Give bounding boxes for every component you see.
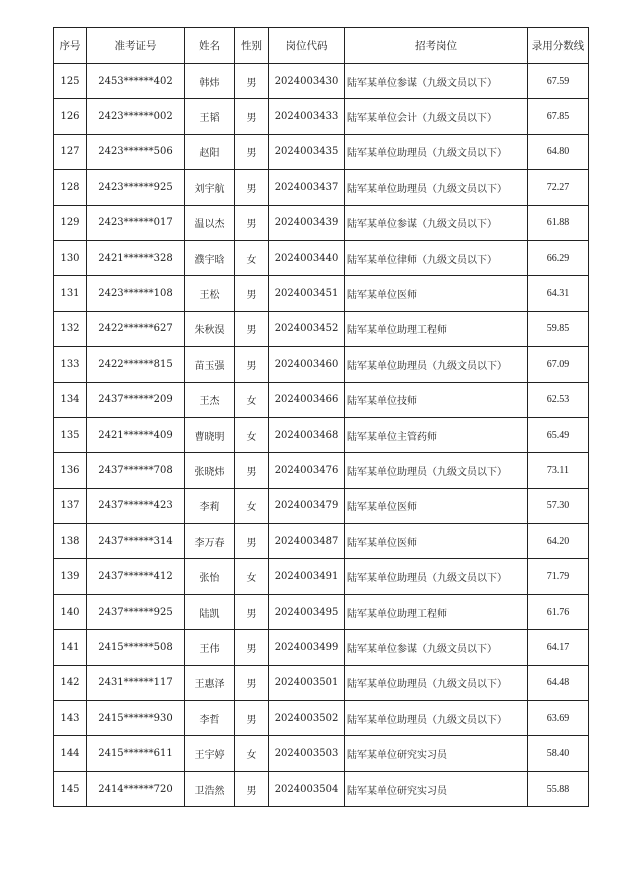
cell-exam-id: 2421******328 <box>87 240 185 275</box>
cell-position: 陆军某单位会计（九级文员以下） <box>345 99 528 134</box>
cell-name: 王惠泽 <box>185 665 235 700</box>
cell-name: 王杰 <box>185 382 235 417</box>
cell-score: 63.69 <box>528 701 589 736</box>
cell-score: 72.27 <box>528 170 589 205</box>
cell-name: 王松 <box>185 276 235 311</box>
cell-exam-id: 2415******930 <box>87 701 185 736</box>
cell-score: 64.31 <box>528 276 589 311</box>
cell-index: 136 <box>54 453 87 488</box>
cell-gender: 男 <box>235 630 269 665</box>
cell-gender: 女 <box>235 488 269 523</box>
cell-name: 卫浩然 <box>185 771 235 806</box>
cell-name: 濮宇晗 <box>185 240 235 275</box>
table-row <box>54 524 589 559</box>
cell-name: 韩炜 <box>185 64 235 99</box>
header-name: 姓名 <box>185 28 235 64</box>
cell-exam-id: 2437******423 <box>87 488 185 523</box>
cell-gender: 女 <box>235 736 269 771</box>
cell-name: 李万春 <box>185 524 235 559</box>
cell-gender: 男 <box>235 771 269 806</box>
table-row <box>54 630 589 665</box>
cell-position: 陆军某单位主管药师 <box>345 417 528 452</box>
cell-exam-id: 2421******409 <box>87 417 185 452</box>
cell-position-code: 2024003476 <box>269 453 345 488</box>
cell-exam-id: 2437******925 <box>87 594 185 629</box>
cell-position-code: 2024003468 <box>269 417 345 452</box>
cell-position-code: 2024003430 <box>269 64 345 99</box>
cell-score: 64.17 <box>528 630 589 665</box>
cell-score: 64.48 <box>528 665 589 700</box>
cell-position-code: 2024003487 <box>269 524 345 559</box>
cell-exam-id: 2423******017 <box>87 205 185 240</box>
cell-score: 57.30 <box>528 488 589 523</box>
header-exam-id: 准考证号 <box>87 28 185 64</box>
cell-position: 陆军某单位助理员（九级文员以下） <box>345 170 528 205</box>
cell-score: 58.40 <box>528 736 589 771</box>
cell-position-code: 2024003435 <box>269 134 345 169</box>
cell-position-code: 2024003466 <box>269 382 345 417</box>
cell-exam-id: 2422******815 <box>87 347 185 382</box>
cell-gender: 男 <box>235 594 269 629</box>
cell-position: 陆军某单位助理员（九级文员以下） <box>345 559 528 594</box>
cell-position-code: 2024003504 <box>269 771 345 806</box>
header-index: 序号 <box>54 28 87 64</box>
cell-index: 139 <box>54 559 87 594</box>
cell-position-code: 2024003433 <box>269 99 345 134</box>
cell-score: 67.09 <box>528 347 589 382</box>
cell-gender: 男 <box>235 453 269 488</box>
cell-index: 140 <box>54 594 87 629</box>
cell-score: 61.88 <box>528 205 589 240</box>
cell-name: 赵阳 <box>185 134 235 169</box>
cell-gender: 女 <box>235 417 269 452</box>
cell-gender: 男 <box>235 276 269 311</box>
table-row <box>54 701 589 736</box>
cell-index: 126 <box>54 99 87 134</box>
cell-position-code: 2024003479 <box>269 488 345 523</box>
cell-gender: 男 <box>235 311 269 346</box>
cell-name: 李哲 <box>185 701 235 736</box>
table-row <box>54 134 589 169</box>
cell-index: 138 <box>54 524 87 559</box>
cell-score: 59.85 <box>528 311 589 346</box>
cell-index: 135 <box>54 417 87 452</box>
table-row <box>54 170 589 205</box>
cell-name: 张怡 <box>185 559 235 594</box>
table-row <box>54 771 589 806</box>
cell-position: 陆军某单位参谋（九级文员以下） <box>345 630 528 665</box>
cell-gender: 男 <box>235 524 269 559</box>
cell-name: 苗玉强 <box>185 347 235 382</box>
cell-position: 陆军某单位医师 <box>345 524 528 559</box>
cell-position-code: 2024003495 <box>269 594 345 629</box>
table-row <box>54 240 589 275</box>
cell-index: 127 <box>54 134 87 169</box>
cell-index: 129 <box>54 205 87 240</box>
cell-position-code: 2024003439 <box>269 205 345 240</box>
cell-exam-id: 2423******002 <box>87 99 185 134</box>
header-row <box>54 28 589 64</box>
cell-position: 陆军某单位参谋（九级文员以下） <box>345 64 528 99</box>
cell-score: 62.53 <box>528 382 589 417</box>
table-row <box>54 276 589 311</box>
table-row <box>54 559 589 594</box>
cell-position: 陆军某单位助理员（九级文员以下） <box>345 134 528 169</box>
cell-index: 128 <box>54 170 87 205</box>
cell-index: 144 <box>54 736 87 771</box>
cell-index: 142 <box>54 665 87 700</box>
cell-position: 陆军某单位助理工程师 <box>345 594 528 629</box>
cell-position: 陆军某单位律师（九级文员以下） <box>345 240 528 275</box>
cell-exam-id: 2437******412 <box>87 559 185 594</box>
cell-position: 陆军某单位技师 <box>345 382 528 417</box>
cell-exam-id: 2423******108 <box>87 276 185 311</box>
cell-position: 陆军某单位助理工程师 <box>345 311 528 346</box>
cell-gender: 女 <box>235 382 269 417</box>
cell-position-code: 2024003502 <box>269 701 345 736</box>
cell-position: 陆军某单位医师 <box>345 276 528 311</box>
header-gender: 性别 <box>235 28 269 64</box>
cell-gender: 男 <box>235 64 269 99</box>
cell-gender: 男 <box>235 701 269 736</box>
table-row <box>54 311 589 346</box>
cell-index: 132 <box>54 311 87 346</box>
cell-exam-id: 2437******314 <box>87 524 185 559</box>
cell-position-code: 2024003451 <box>269 276 345 311</box>
cell-position: 陆军某单位参谋（九级文员以下） <box>345 205 528 240</box>
cell-exam-id: 2437******708 <box>87 453 185 488</box>
cell-position-code: 2024003437 <box>269 170 345 205</box>
cell-gender: 男 <box>235 170 269 205</box>
table-row <box>54 488 589 523</box>
header-position-code: 岗位代码 <box>269 28 345 64</box>
cell-gender: 男 <box>235 205 269 240</box>
cell-index: 130 <box>54 240 87 275</box>
cell-exam-id: 2423******925 <box>87 170 185 205</box>
cell-position: 陆军某单位研究实习员 <box>345 736 528 771</box>
cell-score: 65.49 <box>528 417 589 452</box>
cell-score: 55.88 <box>528 771 589 806</box>
cell-position: 陆军某单位助理员（九级文员以下） <box>345 347 528 382</box>
cell-gender: 男 <box>235 99 269 134</box>
cell-index: 137 <box>54 488 87 523</box>
cell-position: 陆军某单位医师 <box>345 488 528 523</box>
cell-index: 141 <box>54 630 87 665</box>
cell-name: 朱秋淏 <box>185 311 235 346</box>
cell-position: 陆军某单位助理员（九级文员以下） <box>345 701 528 736</box>
cell-name: 张晓炜 <box>185 453 235 488</box>
cell-exam-id: 2437******209 <box>87 382 185 417</box>
cell-position: 陆军某单位研究实习员 <box>345 771 528 806</box>
table-row <box>54 205 589 240</box>
cell-exam-id: 2415******611 <box>87 736 185 771</box>
cell-position: 陆军某单位助理员（九级文员以下） <box>345 453 528 488</box>
cell-name: 温以杰 <box>185 205 235 240</box>
cell-name: 曹晓明 <box>185 417 235 452</box>
cell-score: 64.20 <box>528 524 589 559</box>
cell-name: 刘宇航 <box>185 170 235 205</box>
cell-score: 73.11 <box>528 453 589 488</box>
cell-score: 71.79 <box>528 559 589 594</box>
table-row <box>54 453 589 488</box>
cell-exam-id: 2422******627 <box>87 311 185 346</box>
cell-position: 陆军某单位助理员（九级文员以下） <box>345 665 528 700</box>
cell-index: 143 <box>54 701 87 736</box>
cell-index: 133 <box>54 347 87 382</box>
cell-exam-id: 2453******402 <box>87 64 185 99</box>
cell-exam-id: 2414******720 <box>87 771 185 806</box>
table-row <box>54 64 589 99</box>
cell-name: 李莉 <box>185 488 235 523</box>
cell-score: 66.29 <box>528 240 589 275</box>
table-row <box>54 347 589 382</box>
cell-gender: 男 <box>235 347 269 382</box>
cell-score: 61.76 <box>528 594 589 629</box>
table-row <box>54 665 589 700</box>
cell-position-code: 2024003499 <box>269 630 345 665</box>
header-position: 招考岗位 <box>345 28 528 64</box>
cell-name: 王宇婷 <box>185 736 235 771</box>
cell-score: 64.80 <box>528 134 589 169</box>
cell-exam-id: 2423******506 <box>87 134 185 169</box>
cell-position-code: 2024003503 <box>269 736 345 771</box>
cell-position-code: 2024003501 <box>269 665 345 700</box>
table-row <box>54 736 589 771</box>
cell-score: 67.85 <box>528 99 589 134</box>
cell-gender: 男 <box>235 134 269 169</box>
cell-index: 125 <box>54 64 87 99</box>
cell-position-code: 2024003440 <box>269 240 345 275</box>
cell-gender: 女 <box>235 559 269 594</box>
cell-position-code: 2024003491 <box>269 559 345 594</box>
table-row <box>54 382 589 417</box>
cell-index: 145 <box>54 771 87 806</box>
cell-name: 陆凯 <box>185 594 235 629</box>
table-row <box>54 417 589 452</box>
table-row <box>54 99 589 134</box>
cell-position-code: 2024003460 <box>269 347 345 382</box>
cell-exam-id: 2415******508 <box>87 630 185 665</box>
table-row <box>54 594 589 629</box>
cell-gender: 女 <box>235 240 269 275</box>
cell-index: 131 <box>54 276 87 311</box>
header-score: 录用分数线 <box>528 28 589 64</box>
admission-score-table <box>53 27 589 807</box>
cell-score: 67.59 <box>528 64 589 99</box>
cell-gender: 男 <box>235 665 269 700</box>
cell-name: 王韬 <box>185 99 235 134</box>
cell-exam-id: 2431******117 <box>87 665 185 700</box>
cell-position-code: 2024003452 <box>269 311 345 346</box>
cell-name: 王伟 <box>185 630 235 665</box>
cell-index: 134 <box>54 382 87 417</box>
